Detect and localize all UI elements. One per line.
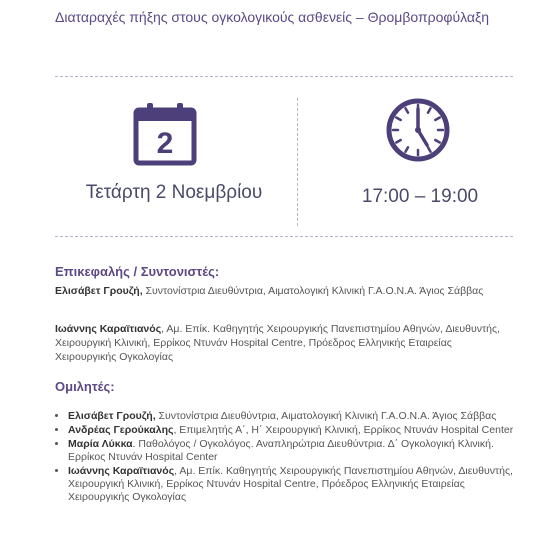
divider-vertical — [297, 98, 298, 226]
coordinator-name: Ιωάννης Καραϊτιανός — [55, 323, 162, 335]
speaker-item — [68, 438, 528, 464]
speaker-name: Ανδρέας Γερούκαλης — [68, 424, 174, 436]
speaker-item — [68, 424, 528, 437]
event-date: Τετάρτη 2 Νοεμβρίου — [85, 182, 263, 203]
coordinator-name: Ελισάβετ Γρουζή, — [55, 285, 143, 297]
speakers-heading: Ομιλητές: — [55, 379, 115, 394]
page-title: Διαταραχές πήξης στους ογκολογικούς ασθενείς – Θρομβοπροφύλαξη — [55, 9, 490, 25]
coordinator-item — [55, 322, 515, 364]
speaker-name: Ιωάννης Καραϊτιανός — [68, 465, 175, 477]
speaker-name: Μαρία Λύκκα — [68, 438, 133, 450]
speaker-desc: , Αμ. Επίκ. Καθηγητής Χειρουργικής Πανεπιστημίου Αθηνών, Διευθυντής, Χειρουργική Κλινική, Ερρίκος Ντυνάν Hospital Centre, Πρόεδρος Ελληνικής Εταιρείας Χειρουργικής Ογκολογίας — [68, 465, 513, 503]
speaker-item — [68, 410, 528, 423]
divider-top — [55, 76, 513, 77]
calendar-day-number: 2 — [156, 127, 174, 160]
calendar-icon — [133, 102, 197, 166]
speaker-item — [68, 465, 528, 504]
speaker-desc: . Παθολόγος / Ογκολόγος. Αναπληρώτρια Διευθύντρια. Δ΄ Ογκολογική Κλινική. Ερρίκος Ντυνάν Hospital Center — [68, 438, 494, 463]
speakers-list — [55, 410, 528, 505]
divider-middle — [55, 236, 513, 237]
coordinators-heading: Επικεφαλής / Συντονιστές: — [55, 264, 220, 279]
speaker-desc: , Επιμελητής Α΄, Η΄ Χειρουργική Κλινική, Ερρίκος Ντυνάν Hospital Center — [173, 424, 514, 436]
event-time: 17:00 – 19:00 — [361, 186, 479, 207]
speaker-desc: Συντονίστρια Διευθύντρια, Αιματολογική Κλινική Γ.Α.Ο.Ν.Α. Άγιος Σάββας — [155, 410, 497, 422]
clock-icon — [385, 97, 451, 163]
speaker-name: Ελισάβετ Γρουζή, — [68, 410, 156, 422]
coordinator-desc: , Αμ. Επίκ. Καθηγητής Χειρουργικής Πανεπιστημίου Αθηνών, Διευθυντής, Χειρουργική Κλινική, Ερρίκος Ντυνάν Hospital Centre, Πρόεδρος Ελληνικής Εταιρείας Χειρουργικής Ογκολογίας — [55, 323, 500, 363]
coordinator-desc: Συντονίστρια Διευθύντρια, Αιματολογική Κλινική Γ.Α.Ο.Ν.Α. Άγιος Σάββας — [142, 285, 484, 297]
coordinator-item — [55, 284, 515, 298]
